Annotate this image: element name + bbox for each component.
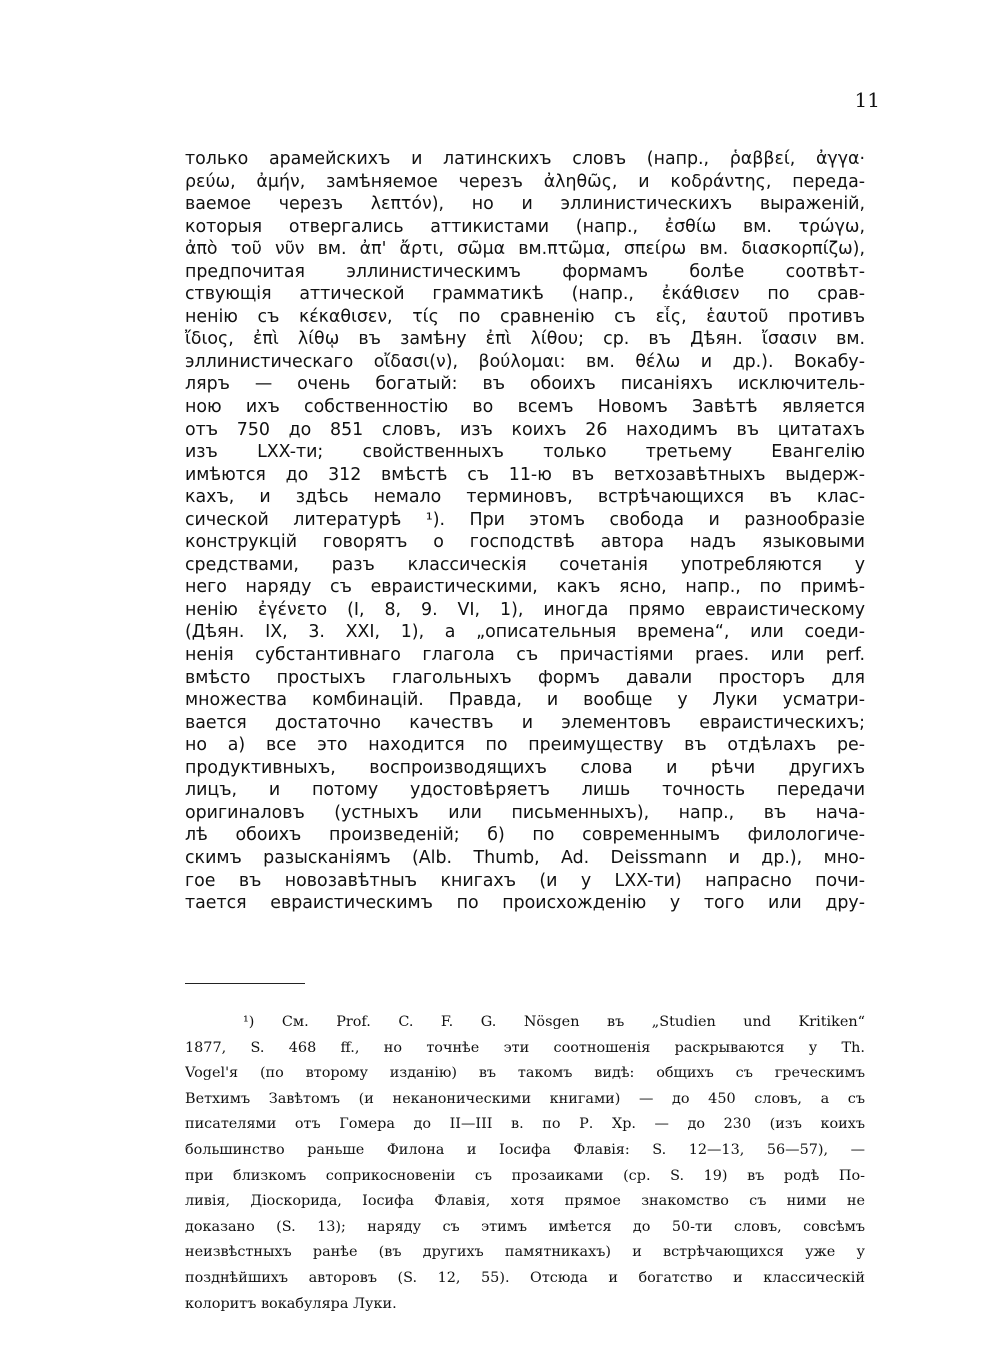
footnote-line: позднѣйшихъ авторовъ (S. 12, 55). Отсюда и богатство и классическій <box>185 1269 865 1286</box>
main-text <box>185 148 865 915</box>
footnote-line: 1877, S. 468 ff., но точнѣе эти соотношенія раскрываются у Th. <box>185 1039 865 1056</box>
text-line: которыя отвергались аттикистами (напр., ἐσθίω вм. τρώγω, <box>185 216 865 237</box>
text-line: но а) все это находится по преимуществу въ отдѣлахъ ре- <box>185 735 865 756</box>
text-line: тается евраистическимъ по происхожденію у того или дру- <box>185 893 865 914</box>
text-line: средствами, разъ классическія сочетанія употребляются у <box>185 554 865 575</box>
footnote-line: колоритъ вокабуляра Луки. <box>185 1295 397 1312</box>
text-line: продуктивныхъ, воспроизводящихъ слова и рѣчи другихъ <box>185 757 865 778</box>
text-line: вмѣсто простыхъ глагольныхъ формъ давали просторъ для <box>185 667 865 688</box>
text-line: ненію съ κέκαθισεν, τίς по сравненію съ εἷς, ἑαυτοῦ противъ <box>185 306 865 327</box>
text-line: ваемое черезъ λεπτόν), но и эллинистическихъ выраженій, <box>185 194 865 215</box>
text-line: гое въ новозавѣтныъ книгахъ (и у LXX-ти) напрасно почи- <box>185 870 865 891</box>
text-line: множества комбинацій. Правда, и вообще у Луки усматри- <box>185 690 865 711</box>
text-line: ненія субстантивнаго глагола съ причастіями praes. или perf. <box>185 645 865 666</box>
text-line: вается достаточно качествъ и элементовъ евраистическихъ; <box>185 712 865 733</box>
text-line: эллинистическаго οἴδασι(ν), βούλομαι: вм. θέλω и др.). Вокабу- <box>185 351 865 372</box>
text-line: изъ LXX-ти; свойственныхъ только третьему Евангелію <box>185 442 865 463</box>
text-line: оригиналовъ (устныхъ или письменныхъ), напр., въ нача- <box>185 802 865 823</box>
footnote <box>185 1010 865 1317</box>
footnote-line: ¹) См. Prof. C. F. G. Nösgen въ „Studien und Kritiken“ <box>243 1014 865 1030</box>
text-line: только арамейскихъ и латинскихъ словъ (напр., ῥαββεί, ἀγγα· <box>185 149 865 169</box>
text-line: имѣются до 312 вмѣстѣ съ 11-ю въ ветхозавѣтныхъ выдерж- <box>185 464 865 485</box>
footnote-line: большинство раньше Филона и Іосифа Флавія: S. 12—13, 56—57), — <box>185 1141 865 1158</box>
footnote-line: неизвѣстныхъ ранѣе (въ другихъ памятникахъ) и встрѣчающихся уже у <box>185 1244 865 1261</box>
text-line: отъ 750 до 851 словъ, изъ коихъ 26 находимъ въ цитатахъ <box>185 419 865 440</box>
text-line: кахъ, и здѣсь немало терминовъ, встрѣчающихся въ клас- <box>185 487 865 508</box>
footnote-line: Ветхимъ Завѣтомъ (и неканоническими книгами) — до 450 словъ, а съ <box>185 1090 865 1107</box>
text-line: ἴδιος, ἐπὶ λίθῳ въ замѣну ἐπὶ λίθου; ср. въ Дѣян. ἴσασιν вм. <box>185 329 865 350</box>
text-line: лицъ, и потому удостовѣряетъ лишь точность передачи <box>185 780 865 801</box>
text-line: ἀπὸ τοῦ νῦν вм. ἀπ' ἄρτι, σῶμα вм.πτῶμα, σπείρω вм. διασκορπίζω), <box>185 239 865 260</box>
text-line: ρεύω, ἀμήν, замѣняемое черезъ ἀληθῶς, и κοδράντης, переда- <box>185 171 865 192</box>
footnote-line: при близкомъ соприкосновеніи съ прозаиками (ср. S. 19) въ родѣ По- <box>185 1167 865 1184</box>
text-line: сической литературѣ ¹). При этомъ свобода и разнообразіе <box>185 509 865 530</box>
footnote-line: доказано (S. 13); наряду съ этимъ имѣется до 50-ти словъ, совсѣмъ <box>185 1218 865 1235</box>
footnote-line: писателями отъ Гомера до II—III в. по Р. Хр. — до 230 (изъ коихъ <box>185 1116 865 1133</box>
page-number: 11 <box>854 88 880 112</box>
text-line: скимъ разысканіямъ (Alb. Thumb, Ad. Deissmann и др.), мно- <box>185 847 865 868</box>
text-line: (Дѣян. IX, 3. XXI, 1), а „описательныя времена“, или соеди- <box>185 622 865 643</box>
text-line: лѣ обоихъ произведеній; б) по современнымъ филологиче- <box>185 825 865 846</box>
text-line: конструкцій говорятъ о господствѣ автора надъ языковыми <box>185 532 865 553</box>
text-line: предпочитая эллинистическимъ формамъ болѣе соотвѣт- <box>185 261 865 282</box>
text-line: ствующія аттической грамматикѣ (напр., ἐκάθισεν по срав- <box>185 284 865 305</box>
text-line: ляръ — очень богатый: въ обоихъ писаніяхъ исключитель- <box>185 374 865 395</box>
footnote-line: ливія, Діоскорида, Іосифа Флавія, хотя прямое знакомство съ ними не <box>185 1193 865 1210</box>
text-line: ненію ἐγένετο (I, 8, 9. VI, 1), иногда прямо евраистическому <box>185 599 865 620</box>
footnote-line: Vogel'я (по второму изданію) въ такомъ видѣ: общихъ съ греческимъ <box>185 1065 865 1082</box>
footnote-divider <box>185 983 305 984</box>
text-line: него наряду съ евраистическими, какъ ясно, напр., по примѣ- <box>185 577 865 598</box>
text-line: ною ихъ собственностію во всемъ Новомъ Завѣтѣ является <box>185 397 865 418</box>
